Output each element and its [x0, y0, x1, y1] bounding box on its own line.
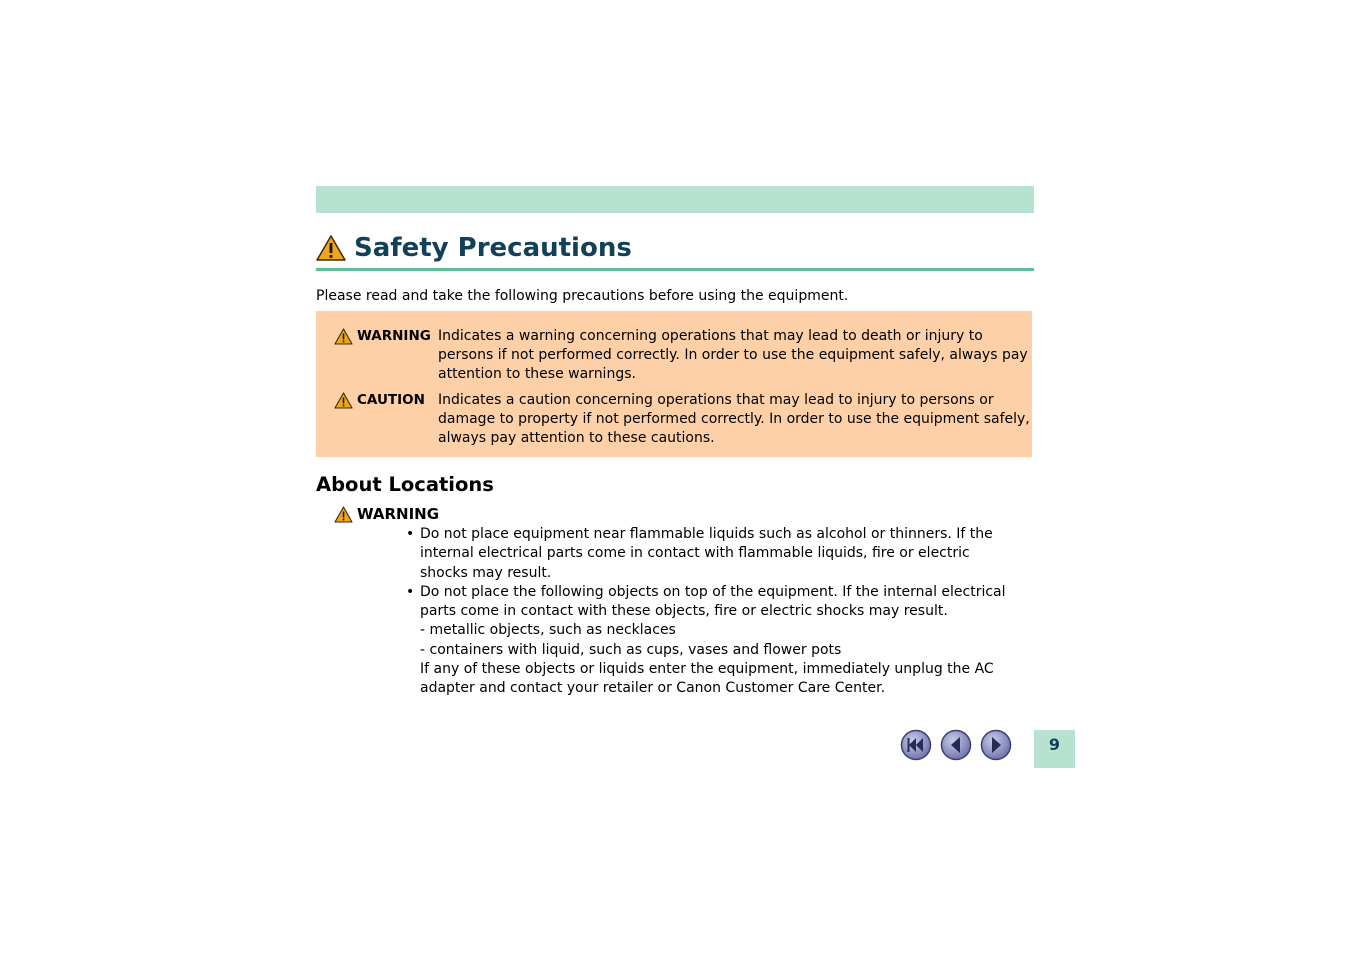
list-item: [404, 525, 1014, 583]
bullet-dot: •: [406, 583, 415, 600]
chevron-left-icon[interactable]: [940, 729, 972, 761]
notice-legend-box: [316, 311, 1032, 457]
page-title: Safety Precautions: [354, 233, 632, 263]
bullet-text: Do not place the following objects on top of the equipment. If the internal electrical parts come in contact with these objects, fire or electric shocks may result.: [420, 583, 1006, 620]
bullet-text: Do not place equipment near flammable liquids such as alcohol or thinners. If the internal electrical parts come in contact with flammable liquids, fire or electric shocks may result.: [420, 526, 993, 581]
notice-warning-label-text: WARNING: [357, 328, 431, 344]
followup-text: If any of these objects or liquids enter the equipment, immediately unplug the AC adapter and contact your retailer or Canon Customer Care Center.: [420, 661, 994, 697]
locations-warning-label-text: WARNING: [357, 505, 440, 523]
warning-triangle-icon: [334, 506, 353, 523]
header-accent-bar: [316, 186, 1034, 213]
locations-warning-list: [404, 525, 1014, 699]
page-title-row: [316, 228, 1034, 268]
chevron-right-icon[interactable]: [980, 729, 1012, 761]
warning-triangle-icon: [316, 234, 346, 262]
notice-warning-text: Indicates a warning concerning operations that may lead to death or injury to persons if not performed correctly. In order to use the equipment safely, always pay attention to these warnings.: [438, 328, 1028, 382]
list-item: [404, 583, 1014, 622]
warning-triangle-icon: [334, 392, 353, 409]
page-number: 9: [1034, 730, 1075, 768]
title-underline: [316, 268, 1034, 271]
section-heading-about-locations: About Locations: [316, 473, 494, 496]
locations-warning-label: [334, 504, 439, 524]
notice-warning-label: [334, 327, 431, 346]
intro-text: Please read and take the following precautions before using the equipment.: [316, 288, 849, 304]
sub-list-item: - metallic objects, such as necklaces: [420, 622, 676, 639]
warning-triangle-icon: [334, 328, 353, 345]
notice-caution-text: Indicates a caution concerning operations that may lead to injury to persons or damage to property if not performed correctly. In order to use the equipment safely, always pay attention to these cautions.: [438, 392, 1030, 446]
notice-caution-label-text: CAUTION: [357, 392, 425, 408]
page-navigation: [900, 729, 1012, 761]
rewind-icon[interactable]: [900, 729, 932, 761]
bullet-dot: •: [406, 526, 415, 542]
sub-list-item: - containers with liquid, such as cups, vases and flower pots: [420, 641, 842, 658]
notice-caution-label: [334, 391, 425, 410]
